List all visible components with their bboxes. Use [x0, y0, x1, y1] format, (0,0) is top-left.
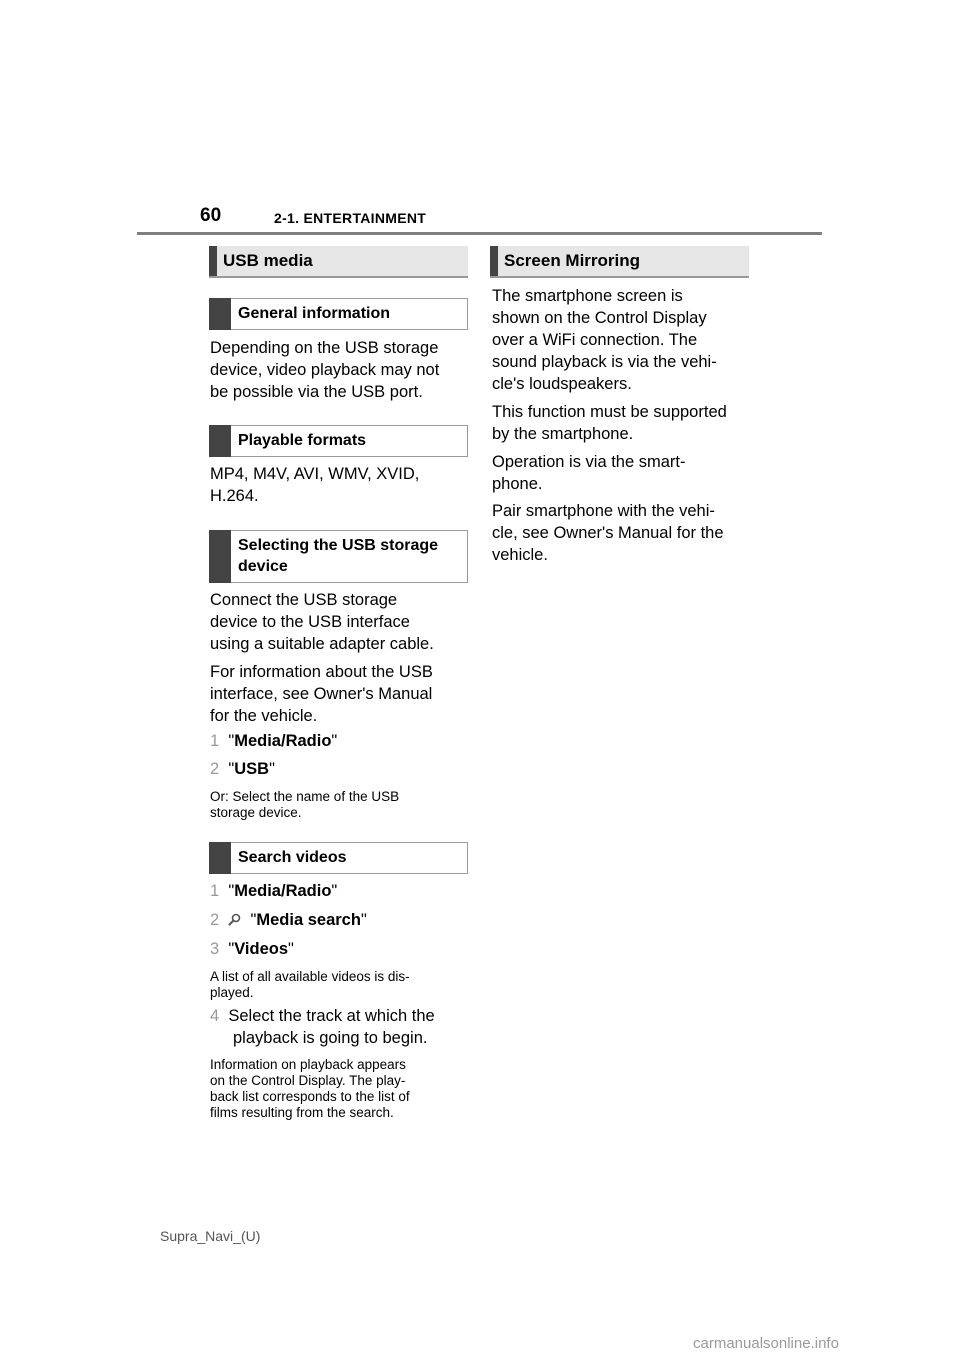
watermark: carmanualsonline.info	[693, 1335, 839, 1352]
selecting-usb-heading-text	[238, 535, 461, 577]
text-line: over a WiFi connection. The	[492, 331, 698, 349]
subheading-bar	[209, 425, 231, 457]
note-line: played.	[210, 985, 254, 1000]
quote: "	[360, 911, 367, 929]
selecting-usb-body-2	[210, 661, 433, 727]
step-label: Media search	[256, 911, 361, 929]
page-number: 60	[200, 205, 222, 226]
screen-mirroring-p2	[492, 401, 727, 445]
screen-mirroring-p1	[492, 285, 717, 395]
selecting-usb-heading	[209, 530, 468, 583]
playable-formats-body	[210, 463, 419, 507]
text-line: vehicle.	[492, 546, 548, 564]
text-line: interface, see Owner's Manual	[210, 685, 433, 703]
note-line: films resulting from the search.	[210, 1105, 394, 1120]
text-line: cle's loudspeakers.	[492, 375, 632, 393]
general-information-heading-text: General information	[238, 305, 391, 322]
quote: "	[250, 911, 257, 929]
screen-mirroring-p3	[492, 451, 686, 495]
note-line: storage device.	[210, 805, 302, 820]
search-videos-note-1	[210, 969, 410, 1001]
step-item	[210, 758, 275, 780]
text-line: MP4, M4V, AVI, WMV, XVID,	[210, 465, 420, 483]
screen-mirroring-p4	[492, 500, 724, 566]
text-line: Pair smartphone with the vehi-	[492, 502, 715, 520]
step-number: 2	[210, 911, 220, 929]
step-label: USB	[234, 760, 270, 778]
chapter-title: 2-1. ENTERTAINMENT	[274, 210, 427, 226]
note-line: A list of all available videos is dis-	[210, 969, 410, 984]
step-number: 1	[210, 732, 220, 750]
step-item	[210, 938, 294, 960]
text-line: Depending on the USB storage	[210, 339, 439, 357]
text-line: This function must be supported	[492, 403, 727, 421]
footer-doc-code: Supra_Navi_(U)	[160, 1228, 261, 1244]
heading-bar	[209, 246, 217, 276]
text-line: by the smartphone.	[492, 425, 634, 443]
selecting-usb-note	[210, 789, 399, 821]
quote: "	[228, 940, 235, 958]
selecting-usb-body-1	[210, 589, 434, 655]
text-line: device, video playback may not	[210, 361, 440, 379]
step-item	[210, 909, 367, 931]
text-line: The smartphone screen is	[492, 287, 683, 305]
quote: "	[331, 732, 338, 750]
text-line: be possible via the USB port.	[210, 383, 423, 401]
step-label: Media/Radio	[234, 882, 332, 900]
general-information-body	[210, 337, 439, 403]
search-videos-heading-text: Search videos	[238, 849, 347, 866]
subheading-bar	[209, 842, 231, 874]
step-item	[210, 880, 337, 902]
search-videos-heading	[209, 842, 468, 874]
text-line: using a suitable adapter cable.	[210, 635, 434, 653]
step-number: 2	[210, 760, 220, 778]
playable-formats-heading	[209, 425, 468, 457]
text-line: H.264.	[210, 487, 259, 505]
quote: "	[288, 940, 294, 958]
step-text: playback is going to begin.	[233, 1029, 428, 1047]
step-number: 1	[210, 882, 220, 900]
quote: "	[228, 760, 235, 778]
header-rule	[137, 232, 822, 235]
step-label: Videos	[234, 940, 289, 958]
step-item	[210, 730, 337, 752]
heading-line: Selecting the USB storage	[238, 537, 439, 554]
subheading-bar	[209, 298, 231, 330]
search-videos-note-2	[210, 1057, 410, 1121]
quote: "	[269, 760, 275, 778]
text-line: Operation is via the smart-	[492, 453, 686, 471]
note-line: Information on playback appears	[210, 1057, 406, 1072]
note-line: back list corresponds to the list of	[210, 1089, 410, 1104]
heading-bar	[490, 246, 498, 276]
note-line: Or: Select the name of the USB	[210, 789, 400, 804]
step-number: 3	[210, 940, 220, 958]
screen-mirroring-heading	[490, 246, 749, 278]
usb-media-heading	[209, 246, 468, 278]
text-line: phone.	[492, 475, 543, 493]
text-line: sound playback is via the vehi-	[492, 353, 717, 371]
screen-mirroring-heading-text: Screen Mirroring	[504, 251, 641, 270]
quote: "	[331, 882, 338, 900]
text-line: For information about the USB	[210, 663, 433, 681]
magnifier-icon	[228, 913, 241, 926]
heading-line: device	[238, 558, 288, 575]
quote: "	[228, 882, 235, 900]
step-text: Select the track at which the	[228, 1007, 435, 1025]
step-item	[210, 1005, 435, 1049]
playable-formats-heading-text: Playable formats	[238, 432, 367, 449]
text-line: Connect the USB storage	[210, 591, 398, 609]
text-line: cle, see Owner's Manual for the	[492, 524, 724, 542]
general-information-heading	[209, 298, 468, 330]
step-label: Media/Radio	[234, 732, 332, 750]
text-line: device to the USB interface	[210, 613, 410, 631]
text-line: shown on the Control Display	[492, 309, 707, 327]
note-line: on the Control Display. The play-	[210, 1073, 406, 1088]
quote: "	[228, 732, 235, 750]
subheading-bar	[209, 530, 231, 583]
text-line: for the vehicle.	[210, 707, 318, 725]
step-number: 4	[210, 1007, 220, 1025]
usb-media-heading-text: USB media	[223, 251, 313, 270]
